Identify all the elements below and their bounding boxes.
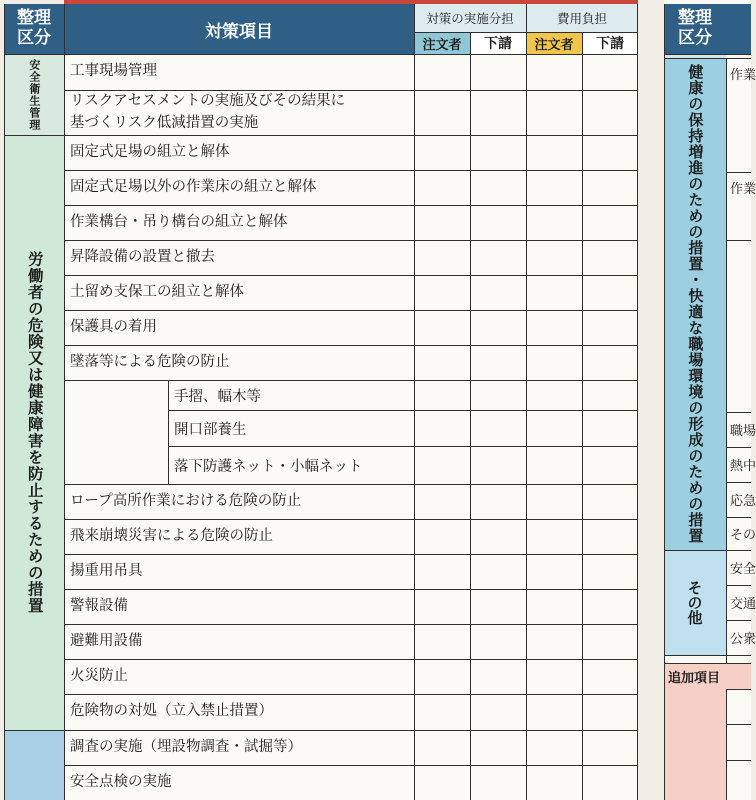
row-line bbox=[64, 205, 638, 206]
right-outer-line bbox=[664, 4, 665, 800]
impl-subcontractor-cell[interactable] bbox=[470, 730, 526, 765]
right-row-line bbox=[726, 724, 751, 725]
impl-subcontractor-cell[interactable] bbox=[470, 554, 526, 589]
item-header: 対策項目 bbox=[64, 4, 414, 54]
impl-subcontractor-cell[interactable] bbox=[470, 135, 526, 170]
cost-orderer-cell[interactable] bbox=[526, 694, 582, 730]
cost-subcontractor-cell[interactable] bbox=[582, 170, 638, 205]
right-row-work-2: 作業 bbox=[730, 181, 756, 197]
cost-subcontractor-cell[interactable] bbox=[582, 135, 638, 170]
impl-orderer-cell[interactable] bbox=[414, 484, 470, 519]
right-row-line bbox=[726, 620, 751, 621]
cost-subcontractor-cell[interactable] bbox=[582, 275, 638, 310]
impl-orderer-cell[interactable] bbox=[414, 410, 470, 446]
right-divider-line bbox=[726, 689, 727, 800]
impl-orderer-cell[interactable] bbox=[414, 90, 470, 135]
item-divider-line bbox=[414, 4, 415, 800]
cost-orderer-cell[interactable] bbox=[526, 519, 582, 554]
row-line bbox=[64, 380, 638, 381]
row-evacuation: 避難用設備 bbox=[70, 632, 143, 649]
row-line bbox=[64, 765, 638, 766]
impl-orderer-cell[interactable] bbox=[414, 205, 470, 240]
right-row-workplace: 職場 bbox=[730, 424, 756, 439]
right-row-line bbox=[726, 172, 751, 173]
right-row-line bbox=[726, 447, 751, 448]
impl-orderer-cell[interactable] bbox=[414, 240, 470, 275]
cost-subcontractor-cell[interactable] bbox=[582, 484, 638, 519]
cost-subcontractor-cell[interactable] bbox=[582, 90, 638, 135]
row-line bbox=[64, 170, 638, 171]
right-row-line bbox=[726, 517, 751, 518]
row-safety-inspection: 安全点検の実施 bbox=[70, 773, 172, 790]
right-row-heat: 熱中 bbox=[730, 459, 756, 474]
impl-orderer-cell[interactable] bbox=[414, 589, 470, 624]
cost-orderer-cell[interactable] bbox=[526, 659, 582, 694]
right-row-line bbox=[664, 663, 751, 664]
right-row-line bbox=[726, 760, 751, 761]
cost-orderer-cell[interactable] bbox=[526, 90, 582, 135]
right-row-line bbox=[726, 482, 751, 483]
group-divider-line bbox=[526, 4, 527, 800]
subrow-opening-cover: 開口部養生 bbox=[174, 421, 247, 438]
impl-subcontractor-cell[interactable] bbox=[470, 380, 526, 410]
row-line bbox=[64, 694, 638, 695]
category-divider-line bbox=[64, 4, 65, 800]
right-row-traffic: 交通 bbox=[730, 597, 756, 612]
right-row-public: 公衆 bbox=[730, 632, 756, 647]
right-category-other: その他 bbox=[664, 550, 726, 655]
cost-subcontractor-cell[interactable] bbox=[582, 554, 638, 589]
cost-orderer-cell[interactable] bbox=[526, 135, 582, 170]
row-line bbox=[64, 659, 638, 660]
right-row-other: その bbox=[730, 528, 756, 543]
row-line bbox=[64, 624, 638, 625]
right-category-header: 整理 区分 bbox=[664, 4, 726, 54]
impl-orderer-cell[interactable] bbox=[414, 275, 470, 310]
impl-subcontractor-cell[interactable] bbox=[470, 624, 526, 659]
row-hazardous-material: 危険物の対処（立入禁止措置） bbox=[70, 703, 273, 720]
row-protective-gear: 保護具の着用 bbox=[70, 318, 157, 335]
row-earth-retaining: 土留め支保工の組立と解体 bbox=[70, 283, 244, 300]
row-fall-prevention: 墜落等による危険の防止 bbox=[70, 353, 230, 370]
header-bottom-line bbox=[4, 54, 638, 55]
right-row-line bbox=[726, 585, 751, 586]
cost-orderer-cell[interactable] bbox=[526, 484, 582, 519]
impl-subcontractor-cell[interactable] bbox=[470, 90, 526, 135]
impl-orderer-cell[interactable] bbox=[414, 554, 470, 589]
row-line bbox=[64, 275, 638, 276]
cost-subcontractor-cell[interactable] bbox=[582, 310, 638, 345]
row-risk-assessment: リスクアセスメントの実施及びその結果に 基づくリスク低減措置の実施 bbox=[70, 93, 346, 131]
cost-subcontractor-cell[interactable] bbox=[582, 446, 638, 484]
category-investigation bbox=[4, 730, 64, 800]
impl-subcontractor-cell[interactable] bbox=[470, 519, 526, 554]
row-line bbox=[4, 135, 638, 136]
subrow-safety-net: 落下防護ネット・小幅ネット bbox=[174, 458, 363, 475]
additional-items-label: 追加項目 bbox=[664, 663, 751, 689]
row-line bbox=[168, 446, 638, 447]
additional-items-column bbox=[664, 689, 726, 800]
cost-orderer-cell[interactable] bbox=[526, 240, 582, 275]
outer-right-line bbox=[637, 4, 638, 800]
impl-orderer-cell[interactable] bbox=[414, 345, 470, 380]
impl-orderer-cell[interactable] bbox=[414, 730, 470, 765]
subrow-handrail: 手摺、幅木等 bbox=[174, 388, 261, 405]
impl-orderer-cell[interactable] bbox=[414, 519, 470, 554]
impl-subcontractor-cell[interactable] bbox=[470, 589, 526, 624]
category-danger-prevention: 労働者の危険又は健康障害を防止するための措置 bbox=[4, 135, 64, 730]
row-line bbox=[64, 484, 638, 485]
cost-subcontractor-cell[interactable] bbox=[582, 240, 638, 275]
cost-subcontractor-cell[interactable] bbox=[582, 694, 638, 730]
impl-subcontractor-cell[interactable] bbox=[470, 659, 526, 694]
cost-subcontractor-cell[interactable] bbox=[582, 205, 638, 240]
cost-subcontractor-cell[interactable] bbox=[582, 659, 638, 694]
impl-orderer-cell[interactable] bbox=[414, 446, 470, 484]
impl-subcontractor-cell[interactable] bbox=[470, 694, 526, 730]
right-row-line bbox=[664, 58, 751, 59]
right-row-first-aid: 応急 bbox=[730, 494, 756, 509]
row-rope-work: ロープ高所作業における危険の防止 bbox=[70, 492, 302, 509]
impl-orderer-cell[interactable] bbox=[414, 310, 470, 345]
impl-orderer-header: 注文者 bbox=[414, 32, 470, 54]
right-category-health: 健康の保持増進のための措置・快適な職場環境の形成のための措置 bbox=[664, 58, 726, 550]
cost-share-header: 費用負担 bbox=[526, 4, 638, 32]
right-divider-line bbox=[726, 58, 727, 663]
outer-left-line bbox=[4, 4, 5, 800]
cost-orderer-cell[interactable] bbox=[526, 554, 582, 589]
impl-orderer-cell[interactable] bbox=[414, 765, 470, 800]
cost-subcontractor-cell[interactable] bbox=[582, 519, 638, 554]
row-line bbox=[4, 730, 638, 731]
impl-subcontractor-cell[interactable] bbox=[470, 446, 526, 484]
cost-subcontractor-cell[interactable] bbox=[582, 589, 638, 624]
column-line bbox=[470, 32, 471, 800]
impl-subcontractor-cell[interactable] bbox=[470, 765, 526, 800]
row-lifting-gear: 揚重用吊具 bbox=[70, 562, 143, 579]
cost-orderer-cell[interactable] bbox=[526, 54, 582, 90]
impl-subcontractor-header: 下請 bbox=[470, 32, 526, 54]
impl-subcontractor-cell[interactable] bbox=[470, 484, 526, 519]
right-row-line bbox=[726, 240, 751, 241]
impl-orderer-cell[interactable] bbox=[414, 624, 470, 659]
column-line bbox=[582, 32, 583, 800]
category-header: 整理 区分 bbox=[4, 4, 64, 54]
right-row-line bbox=[726, 412, 751, 413]
right-header-line bbox=[664, 54, 751, 55]
cost-subcontractor-cell[interactable] bbox=[582, 624, 638, 659]
cost-subcontractor-cell[interactable] bbox=[582, 54, 638, 90]
row-line bbox=[168, 410, 638, 411]
impl-subcontractor-cell[interactable] bbox=[470, 410, 526, 446]
impl-subcontractor-cell[interactable] bbox=[470, 170, 526, 205]
row-line bbox=[64, 554, 638, 555]
impl-orderer-cell[interactable] bbox=[414, 380, 470, 410]
right-row-line bbox=[664, 550, 751, 551]
right-row-safety: 安全 bbox=[730, 562, 756, 577]
cost-orderer-cell[interactable] bbox=[526, 589, 582, 624]
right-item-header bbox=[726, 4, 751, 54]
row-line bbox=[64, 90, 638, 91]
impl-subcontractor-cell[interactable] bbox=[470, 240, 526, 275]
cost-orderer-cell[interactable] bbox=[526, 380, 582, 410]
cost-subcontractor-cell[interactable] bbox=[582, 730, 638, 765]
row-work-platform: 作業構台・吊り構台の組立と解体 bbox=[70, 213, 288, 230]
row-lift-equipment: 昇降設備の設置と撤去 bbox=[70, 248, 215, 265]
impl-subcontractor-cell[interactable] bbox=[470, 310, 526, 345]
impl-orderer-cell[interactable] bbox=[414, 659, 470, 694]
cost-orderer-cell[interactable] bbox=[526, 765, 582, 800]
cost-subcontractor-cell[interactable] bbox=[582, 410, 638, 446]
cost-orderer-header: 注文者 bbox=[526, 32, 582, 54]
cost-subcontractor-header: 下請 bbox=[582, 32, 638, 54]
impl-orderer-cell[interactable] bbox=[414, 135, 470, 170]
row-alarm: 警報設備 bbox=[70, 597, 128, 614]
right-row-work-1: 作業 bbox=[730, 67, 756, 83]
row-investigation: 調査の実施（埋設物調査・試掘等） bbox=[70, 738, 302, 755]
cost-subcontractor-cell[interactable] bbox=[582, 765, 638, 800]
cost-orderer-cell[interactable] bbox=[526, 275, 582, 310]
cost-orderer-cell[interactable] bbox=[526, 205, 582, 240]
impl-orderer-cell[interactable] bbox=[414, 170, 470, 205]
impl-orderer-cell[interactable] bbox=[414, 694, 470, 730]
cost-orderer-cell[interactable] bbox=[526, 730, 582, 765]
impl-orderer-cell[interactable] bbox=[414, 54, 470, 90]
cost-orderer-cell[interactable] bbox=[526, 170, 582, 205]
row-fixed-scaffold: 固定式足場の組立と解体 bbox=[70, 143, 230, 160]
cost-subcontractor-cell[interactable] bbox=[582, 380, 638, 410]
cost-subcontractor-cell[interactable] bbox=[582, 345, 638, 380]
cost-orderer-cell[interactable] bbox=[526, 446, 582, 484]
right-row-line bbox=[664, 655, 751, 656]
category-safety-management: 安全衛生管理 bbox=[4, 54, 64, 135]
row-line bbox=[64, 240, 638, 241]
cost-orderer-cell[interactable] bbox=[526, 310, 582, 345]
row-site-management: 工事現場管理 bbox=[70, 63, 157, 80]
cost-orderer-cell[interactable] bbox=[526, 410, 582, 446]
impl-subcontractor-cell[interactable] bbox=[470, 54, 526, 90]
row-flying-collapse: 飛来崩壊災害による危険の防止 bbox=[70, 527, 273, 544]
right-row-line bbox=[726, 689, 751, 690]
impl-subcontractor-cell[interactable] bbox=[470, 205, 526, 240]
impl-subcontractor-cell[interactable] bbox=[470, 345, 526, 380]
subrow-indent-line bbox=[168, 380, 169, 484]
cost-orderer-cell[interactable] bbox=[526, 345, 582, 380]
cost-orderer-cell[interactable] bbox=[526, 624, 582, 659]
row-line bbox=[64, 345, 638, 346]
row-line bbox=[64, 519, 638, 520]
row-fire-prevention: 火災防止 bbox=[70, 667, 128, 684]
row-work-floor: 固定式足場以外の作業床の組立と解体 bbox=[70, 178, 317, 195]
row-line bbox=[64, 310, 638, 311]
impl-share-header: 対策の実施分担 bbox=[414, 4, 526, 32]
impl-subcontractor-cell[interactable] bbox=[470, 275, 526, 310]
row-line bbox=[64, 589, 638, 590]
